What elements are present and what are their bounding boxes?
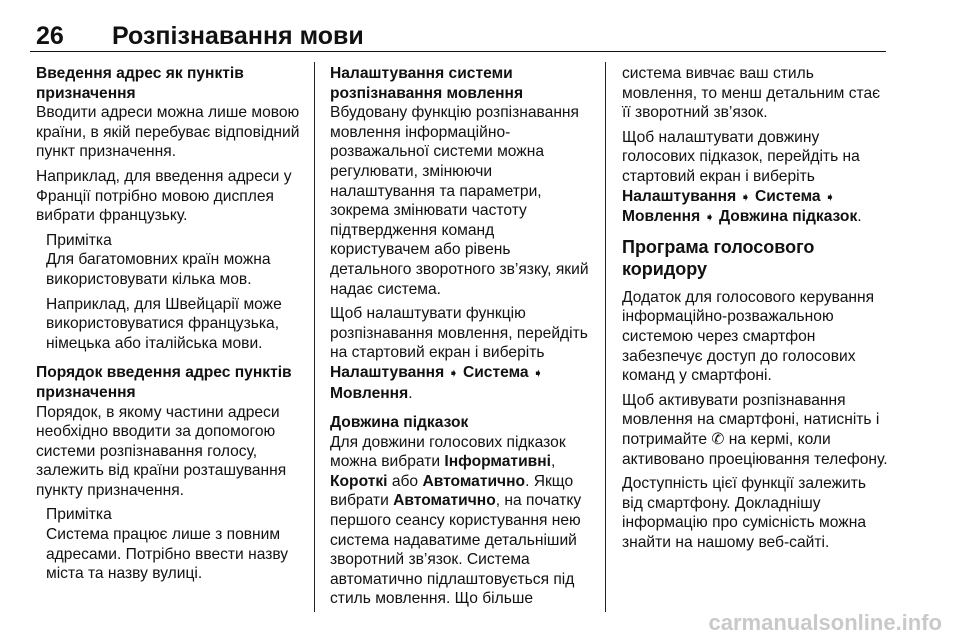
note-text: Наприклад, для Швейцарії може використовуватися французька, німецька або італійська мови. (46, 295, 282, 352)
note-block (36, 505, 304, 583)
column-divider-1 (314, 62, 315, 612)
menu-path-speech: Мовлення (330, 384, 409, 402)
menu-path-settings: Налаштування (622, 187, 737, 205)
steering-voice-button-icon: ✆ (711, 430, 725, 448)
menu-path-system: Система (462, 363, 529, 381)
heading-address-order: Порядок введення адрес пунктів призначення (36, 364, 292, 401)
arrow-icon: ➧ (532, 365, 543, 380)
page-header (30, 18, 886, 50)
header-rule (30, 51, 886, 52)
column-divider-2 (605, 62, 606, 612)
menu-path-prompt-length: Довжина підказок (718, 208, 858, 226)
note-title: Примітка (46, 231, 112, 249)
paragraph-settings-path: Щоб налаштувати функцію розпізнавання мовлення, перейдіть на стартовий екран і виберіть Налаштування ➧ Система ➧ Мовлення. (330, 305, 588, 402)
arrow-icon: ➧ (740, 189, 751, 204)
section-title: Розпізнавання мови (112, 22, 364, 50)
paragraph: Порядок, в якому частини адреси необхідно вводити за допомогою системи розпізнавання голосу, залежить від країни розташування пункту призначення. (36, 403, 287, 499)
watermark: carmanualsonline.info (708, 610, 942, 635)
note-text: Система працює лише з повним адресами. Потрібно ввести назву міста та назву вулиці. (46, 526, 289, 583)
heading-address-entry: Введення адрес як пунктів призначення (36, 65, 244, 102)
paragraph: Доступність цієї функції залежить від смартфону. Докладнішу інформацію про сумісність можна знайти на нашому веб-сайті. (622, 475, 867, 551)
menu-path-system: Система (754, 187, 821, 205)
column-3 (622, 64, 890, 557)
option-short: Короткі (330, 472, 388, 490)
paragraph-activation: Щоб активувати розпізнавання мовлення на смартфоні, натисніть і потримайте ✆ на кермі, коли активовано проеціювання телефону. (622, 391, 888, 468)
paragraph: Наприклад, для введення адреси у Франції потрібно мовою дисплея вибрати французьку. (36, 167, 292, 225)
note-block (36, 231, 304, 354)
column-2 (330, 64, 594, 614)
paragraph: Вводити адреси можна лише мовою країни, в якій перебуває відповідний пункт призначення. (36, 104, 300, 161)
paragraph: система вивчає ваш стиль мовлення, то менш детальним стає її зворотний зв’язок. (622, 65, 881, 122)
arrow-icon: ➧ (824, 189, 835, 204)
heading-voice-passthrough: Програма голосового коридору (622, 236, 815, 279)
heading-speech-settings: Налаштування системи розпізнавання мовлення (330, 65, 524, 102)
option-informative: Інформативні (444, 453, 551, 471)
note-text: Для багатомовних країн можна використовувати кілька мов. (46, 251, 271, 288)
page-number: 26 (36, 22, 64, 50)
paragraph: Вбудовану функцію розпізнавання мовлення інформаційно-розважальної системи можна регулювати, змінюючи налаштування та параметри, зокрема змінювати частоту підтвердження команд користувачем або рівень детального зворотного зв’язку, який надає система. (330, 104, 589, 298)
menu-path-settings: Налаштування (330, 363, 445, 381)
option-automatic: Автоматично (422, 472, 526, 490)
paragraph: Додаток для голосового керування інформаційно-розважальною системою через смартфон забезпечує доступ до голосових команд у смартфоні. (622, 288, 875, 385)
column-1 (36, 64, 304, 589)
paragraph-prompt-length: Для довжини голосових підказок можна вибрати Інформативні, Короткі або Автоматично. Якщо вибрати Автоматично, на початку першого сеансу користування нею система надаватиме детальніший зворотний зв’язок. Система автоматично підлаштовується під стиль мовлення. Що більше (330, 433, 582, 608)
arrow-icon: ➧ (704, 210, 715, 225)
menu-path-speech: Мовлення (622, 208, 701, 226)
heading-prompt-length: Довжина підказок (330, 414, 469, 432)
paragraph-prompt-path: Щоб налаштувати довжину голосових підказок, перейдіть на стартовий екран і виберіть Налаштування ➧ Система ➧ Мовлення ➧ Довжина підказок. (622, 128, 862, 226)
arrow-icon: ➧ (448, 365, 459, 380)
note-title: Примітка (46, 506, 112, 524)
option-automatic: Автоматично (393, 492, 496, 510)
